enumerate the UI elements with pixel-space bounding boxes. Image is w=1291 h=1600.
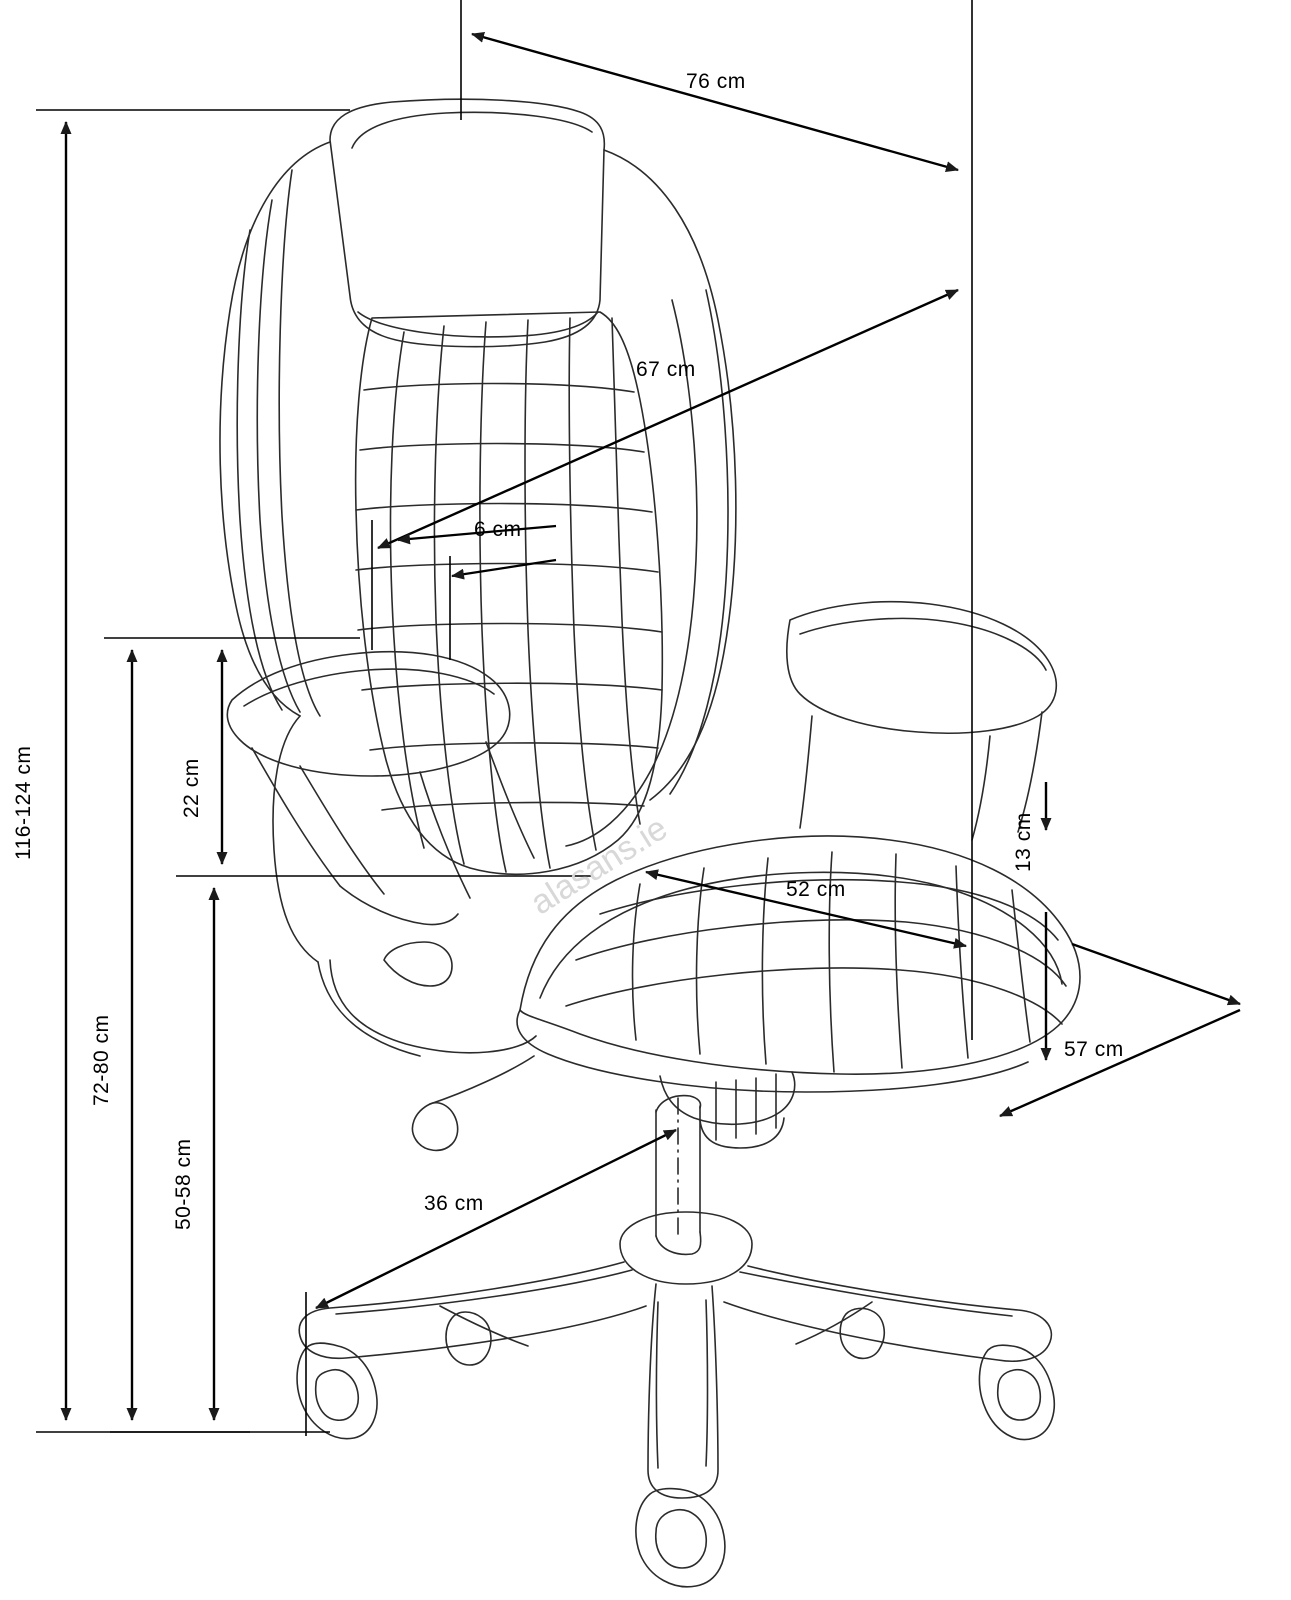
dim-label-backrest-height: 72-80 cm (90, 1014, 113, 1106)
dim-label-armrest-height: 22 cm (180, 758, 203, 818)
dim-label-total-height: 116-124 cm (12, 745, 35, 860)
dim-line-36 (316, 1130, 676, 1308)
dim-label-seat-width: 52 cm (786, 878, 846, 901)
dim-label-overall-width-top: 76 cm (686, 70, 746, 93)
dim-line-76 (472, 34, 958, 170)
dim-label-backrest-diagonal: 67 cm (636, 358, 696, 381)
dim-label-seat-depth: 57 cm (1064, 1038, 1124, 1061)
dim-label-seat-thickness: 13 cm (1012, 812, 1035, 872)
dim-line-57-lower (1000, 1010, 1240, 1116)
dim-line-6-lower (452, 560, 556, 576)
dim-line-67 (378, 290, 958, 548)
dimension-lines (36, 0, 1240, 1436)
watermark-text: alasans.ie (524, 808, 674, 923)
dim-label-lumbar-depth: 6 cm (474, 518, 522, 541)
dim-label-base-diameter: 36 cm (424, 1192, 484, 1215)
dim-line-57-upper (1072, 944, 1240, 1004)
chair-outline (220, 99, 1080, 1587)
dim-label-seat-height: 50-58 cm (172, 1138, 195, 1230)
